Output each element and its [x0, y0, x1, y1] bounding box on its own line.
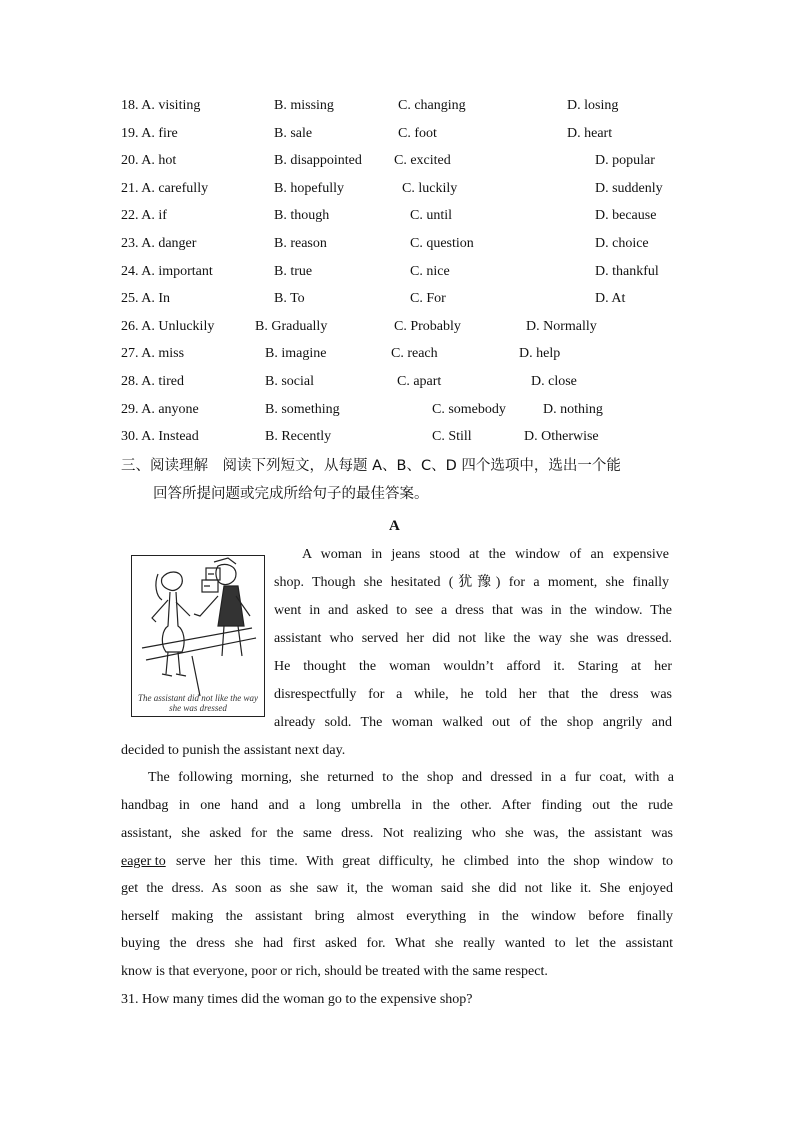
p2-line-6: herself making the assistant bring almost everything in the window before finally: [121, 909, 673, 924]
option-c: C. foot: [398, 126, 437, 141]
question-row: [121, 179, 701, 199]
option-c: C. luckily: [402, 181, 458, 196]
p2-line-2: handbag in one hand and a long umbrella in the other. After finding out the rude: [121, 798, 673, 813]
question-row: [121, 234, 701, 254]
option-d: D. Otherwise: [524, 429, 599, 444]
question-number-option-a: 23. A. danger: [121, 236, 197, 251]
question-31: 31. How many times did the woman go to the expensive shop?: [121, 992, 473, 1007]
p1-line-7: already sold. The woman walked out of the shop angrily and: [274, 715, 672, 730]
question-row: [121, 317, 701, 337]
figure-caption: The assistant did not like the way she was dressed: [138, 693, 258, 713]
underlined-phrase: eager to: [121, 854, 166, 869]
option-b: B. something: [265, 402, 340, 417]
option-c: C. somebody: [432, 402, 506, 417]
section-heading-line1: 三、阅读理解 阅读下列短文，从每题 A、B、C、D 四个选项中，选出一个能: [121, 458, 621, 474]
option-d: D. losing: [567, 98, 619, 113]
option-b: B. Gradually: [255, 319, 328, 334]
option-c: C. For: [410, 291, 446, 306]
option-c: C. apart: [397, 374, 442, 389]
section-heading: [121, 452, 681, 508]
option-c: C. nice: [410, 264, 450, 279]
option-b: B. missing: [274, 98, 334, 113]
cartoon-figure: [131, 555, 265, 717]
option-c: C. changing: [398, 98, 466, 113]
question-row: [121, 151, 701, 171]
option-b: B. reason: [274, 236, 327, 251]
p2-line-5: get the dress. As soon as she saw it, the woman said she did not like it. She enjoyed: [121, 881, 673, 896]
question-row: [121, 344, 701, 364]
question-row: [121, 400, 701, 420]
question-row: [121, 289, 701, 309]
p1-line-3: went in and asked to see a dress that was in the window. The: [274, 603, 672, 618]
question-row: [121, 96, 701, 116]
question-row: [121, 262, 701, 282]
p2-line-3: assistant, she asked for the same dress. Not realizing who she was, the assistant was: [121, 826, 673, 841]
option-c: C. excited: [394, 153, 451, 168]
option-d: D. heart: [567, 126, 613, 141]
option-c: C. reach: [391, 346, 438, 361]
option-d: D. nothing: [543, 402, 603, 417]
question-number-option-a: 30. A. Instead: [121, 429, 199, 444]
option-b: B. To: [274, 291, 305, 306]
question-row: [121, 372, 701, 392]
p2-line-1: The following morning, she returned to the shop and dressed in a fur coat, with a: [148, 770, 674, 785]
option-d: D. suddenly: [595, 181, 663, 196]
question-number-option-a: 21. A. carefully: [121, 181, 209, 196]
question-number-option-a: 26. A. Unluckily: [121, 319, 215, 334]
p2-line-8: know is that everyone, poor or rich, should be treated with the same respect.: [121, 964, 548, 979]
question-number-option-a: 19. A. fire: [121, 126, 178, 141]
option-b: B. true: [274, 264, 313, 279]
p1-line-5: He thought the woman wouldn’t afford it. Staring at her: [274, 659, 672, 674]
p1-line-6: disrespectfully for a while, he told her that the dress was: [274, 687, 672, 702]
p1-line-1: A woman in jeans stood at the window of an expensive: [302, 547, 669, 562]
option-c: C. Probably: [394, 319, 461, 334]
option-b: B. hopefully: [274, 181, 344, 196]
option-d: D. choice: [595, 236, 649, 251]
section-heading-line2: 回答所提问题或完成所给句子的最佳答案。: [153, 486, 429, 502]
option-d: D. because: [595, 208, 657, 223]
option-b: B. though: [274, 208, 330, 223]
p2-line-4-underlined: [121, 852, 166, 872]
option-d: D. popular: [595, 153, 655, 168]
option-b: B. social: [265, 374, 314, 389]
cartoon-illustration: [132, 556, 264, 716]
option-d: D. close: [531, 374, 577, 389]
option-d: D. help: [519, 346, 561, 361]
option-b: B. Recently: [265, 429, 332, 444]
question-number-option-a: 24. A. important: [121, 264, 213, 279]
p1-line-4: assistant who served her did not like the way she was dressed.: [274, 631, 672, 646]
passage-title: A: [389, 518, 400, 534]
option-c: C. until: [410, 208, 453, 223]
question-number-option-a: 20. A. hot: [121, 153, 177, 168]
question-number-option-a: 27. A. miss: [121, 346, 185, 361]
question-row: [121, 427, 701, 447]
p1-line-2: shop. Though she hesitated (犹豫) for a moment, she finally: [274, 575, 669, 590]
p1-line-8: decided to punish the assistant next day.: [121, 743, 346, 758]
question-number-option-a: 22. A. if: [121, 208, 167, 223]
option-b: B. imagine: [265, 346, 327, 361]
option-c: C. Still: [432, 429, 472, 444]
p2-line-7: buying the dress she had first asked for. What she really wanted to let the assistant: [121, 936, 673, 951]
question-number-option-a: 25. A. In: [121, 291, 170, 306]
option-d: D. thankful: [595, 264, 659, 279]
question-row: [121, 124, 701, 144]
option-b: B. disappointed: [274, 153, 362, 168]
question-row: [121, 206, 701, 226]
option-d: D. Normally: [526, 319, 597, 334]
question-number-option-a: 29. A. anyone: [121, 402, 199, 417]
question-number-option-a: 18. A. visiting: [121, 98, 201, 113]
option-b: B. sale: [274, 126, 313, 141]
p2-line-4: serve her this time. With great difficulty, he climbed into the shop window to: [176, 854, 673, 869]
option-c: C. question: [410, 236, 474, 251]
option-d: D. At: [595, 291, 626, 306]
question-number-option-a: 28. A. tired: [121, 374, 184, 389]
